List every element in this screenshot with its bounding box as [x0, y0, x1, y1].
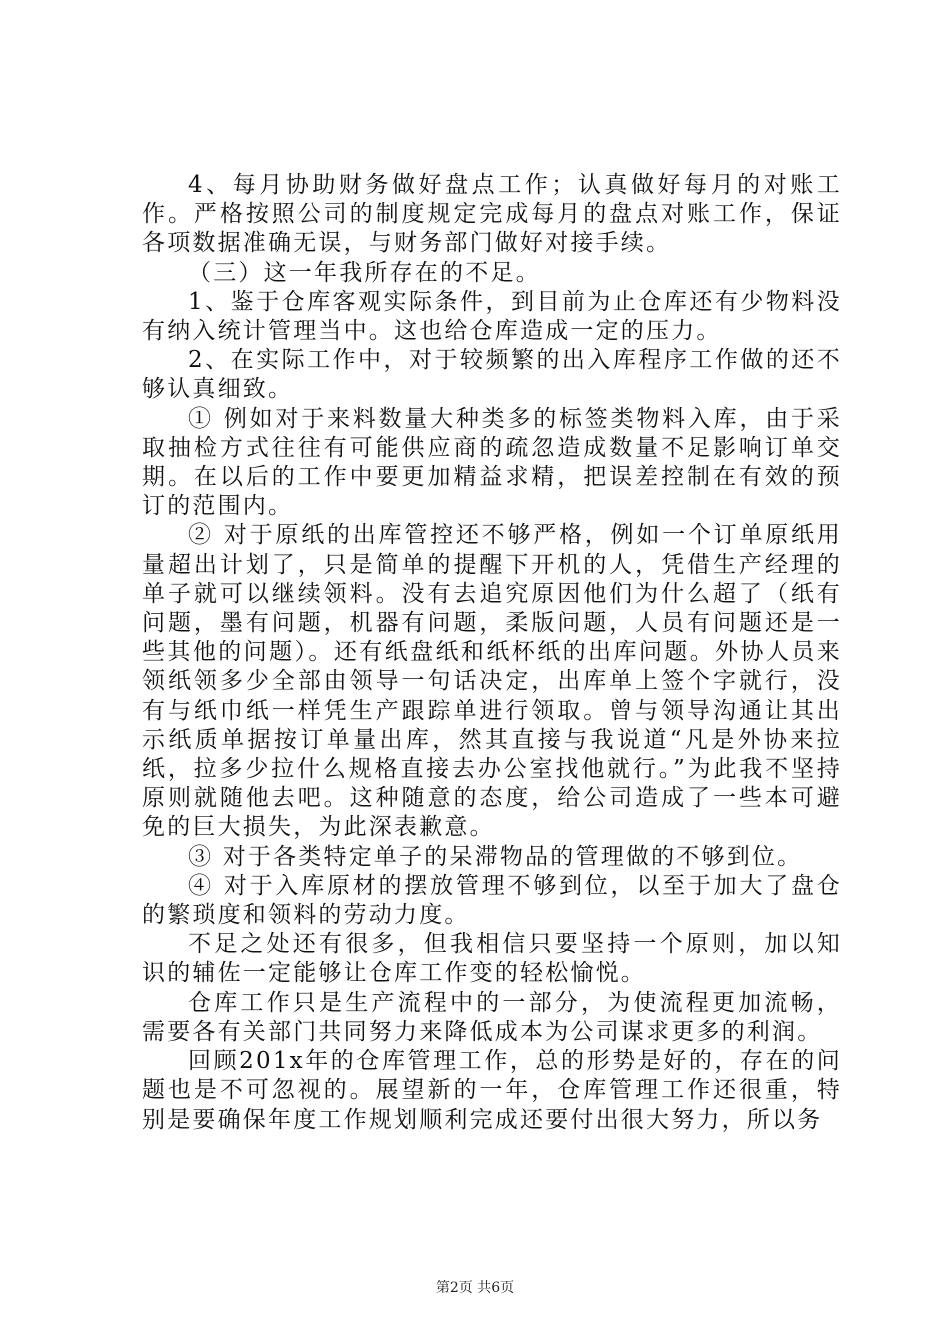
- page-footer: 第2页 共6页: [435, 1280, 515, 1296]
- paragraph-item-2: ② 对于原纸的出库管控还不够严格，例如一个订单原纸用量超出计划了，只是简单的提醒下开机的人，凭借生产经理的单子就可以继续领料。没有去追究原因他们为什么超了（纸有问题，墨有问题，机器有问题，柔版问题，人员有问题还是一些其他的问题）。还有纸盘纸和纸杯纸的出库问题。外协人员来领纸领多少全部由领导一句话决定，出库单上签个字就行，没有与纸巾纸一样凭生产跟踪单进行领取。曾与领导沟通让其出示纸质单据按订单量出库，然其直接与我说道“凡是外协来拉纸，拉多少拉什么规格直接去办公室找他就行。”为此我不坚持原则就随他去吧。这种随意的态度，给公司造成了一些本可避免的巨大损失，为此深表歉意。: [142, 522, 842, 841]
- paragraph-shortcoming-2: 2、在实际工作中，对于较频繁的出入库程序工作做的还不够认真细致。: [142, 347, 842, 403]
- paragraph-item-3: ③ 对于各类特定单子的呆滞物品的管理做的不够到位。: [188, 843, 803, 870]
- paragraph-item-1: ① 例如对于来料数量大种类多的标签类物料入库，由于采取抽检方式往往有可能供应商的疏忽造成数量不足影响订单交期。在以后的工作中要更加精益求精，把误差控制在有效的预订的范围内。: [142, 405, 842, 520]
- section-heading-shortcomings: （三）这一年我所存在的不足。: [188, 259, 541, 286]
- paragraph-warehouse-role: 仓库工作只是生产流程中的一部分，为使流程更加流畅，需要各有关部门共同努力来降低成本为公司谋求更多的利润。: [142, 989, 842, 1045]
- paragraph-shortcoming-1: 1、鉴于仓库客观实际条件，到目前为止仓库还有少物料没有纳入统计管理当中。这也给仓库造成一定的压力。: [142, 288, 842, 345]
- paragraph-item-4: ④ 对于入库原材的摆放管理不够到位，以至于加大了盘仓的繁琐度和领料的劳动力度。: [142, 872, 842, 929]
- paragraph-review-outlook: 回顾201x年的仓库管理工作，总的形势是好的，存在的问题也是不可忽视的。展望新的一年，仓库管理工作还很重，特别是要确保年度工作规划顺利完成还要付出很大努力，所以务: [142, 1048, 842, 1133]
- document-body: [142, 171, 842, 1135]
- paragraph-summary-shortcomings: 不足之处还有很多，但我相信只要坚持一个原则，加以知识的辅佐一定能够让仓库工作变的轻松愉悦。: [142, 931, 842, 987]
- paragraph-monthly-inventory: 4、每月协助财务做好盘点工作；认真做好每月的对账工作。严格按照公司的制度规定完成每月的盘点对账工作，保证各项数据准确无误，与财务部门做好对接手续。: [142, 172, 842, 257]
